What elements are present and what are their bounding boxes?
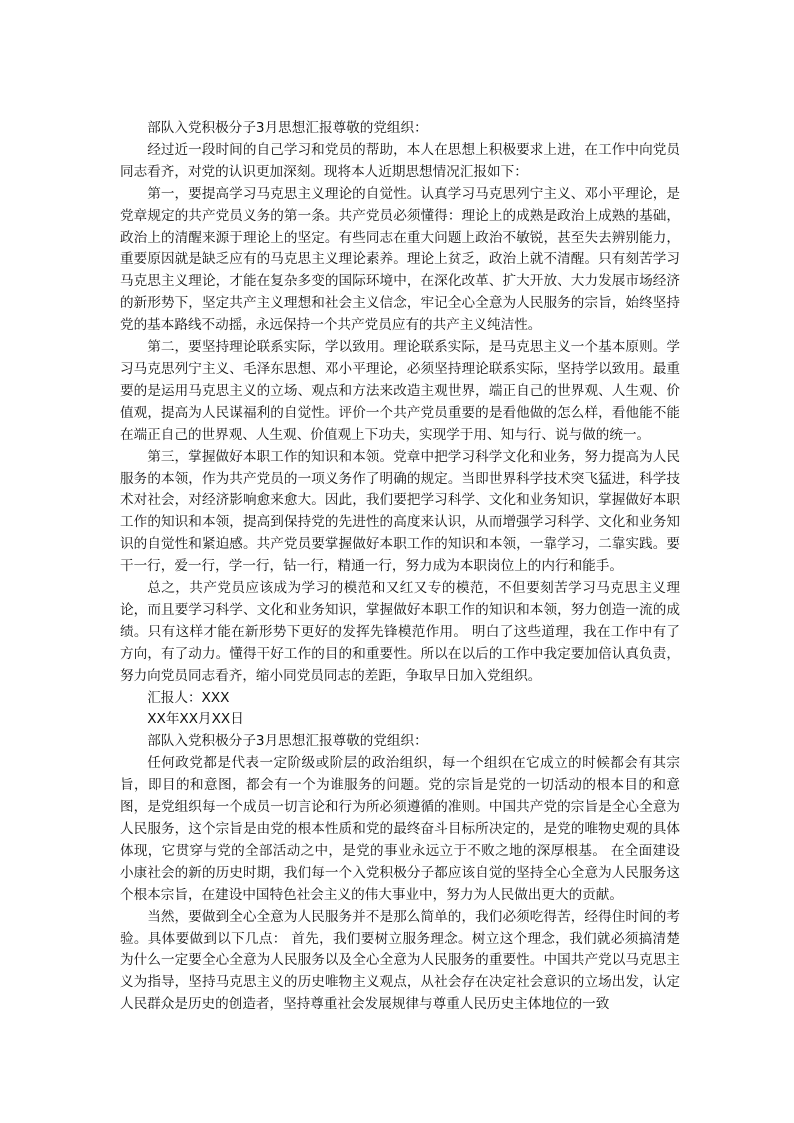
report2-salutation: 部队入党积极分子3月思想汇报尊敬的党组织： <box>147 733 428 750</box>
report1-salutation: 部队入党积极分子3月思想汇报尊敬的党组织： <box>147 120 428 136</box>
report2-paragraph-1: 任何政党都是代表一定阶级或阶层的政治组织，每一个组织在它成立的时候都会有其宗旨，即目的和意图，都会有一个为谁服务的问题。党的宗旨是党的一切活动的根本目的和意图，是党组织每一个成员一切言论和行为所必须遵循的准则。中国共产党的宗旨是全心全意为人民服务，这个宗旨是由党的根本性质和党的最终奋斗目标所决定的，是党的唯物史观的具体体现，它贯穿与党的全部活动之中，是党的事业永远立于不败之地的深厚根基。 在全面建设小康社会的新的历史时期，我们每一个入党积极分子都应该自觉的坚持全心全意为人民服务这个根本宗旨，在建设中国特色社会主义的伟大事业中，努力为人民做出更大的贡献。 <box>120 755 680 903</box>
document-body <box>120 118 680 1016</box>
report1-paragraph-1: 经过近一段时间的自己学习和党员的帮助，本人在思想上积极要求上进，在工作中向党员同志看齐，对党的认识更加深刻。现将本人近期思想情况汇报如下： <box>120 141 680 180</box>
report1-paragraph-3: 第二，要坚持理论联系实际，学以致用。理论联系实际，是马克思主义一个基本原则。学习马克思列宁主义、毛泽东思想、邓小平理论，必须坚持理论联系实际，坚持学以致用。最重要的是运用马克思主义的立场、观点和方法来改造主观世界，端正自己的世界观、人生观、价值观，提高为人民谋福利的自觉性。评价一个共产党员重要的是看他做的怎么样，看他能不能在端正自己的世界观、人生观、价值观上下功夫，实现学于用、知与行、说与做的统一。 <box>120 339 680 443</box>
report1-date: XX年XX月XX日 <box>147 711 244 728</box>
report1-reporter: 汇报人：XXX <box>147 689 230 706</box>
report1-paragraph-2: 第一，要提高学习马克思主义理论的自觉性。认真学习马克思列宁主义、邓小平理论，是党章规定的共产党员义务的第一条。共产党员必须懂得：理论上的成熟是政治上成熟的基础，政治上的清醒来源于理论上的坚定。有些同志在重大问题上政治不敏锐，甚至失去辨别能力，重要原因就是缺乏应有的马克思主义理论素养。理论上贫乏，政治上就不清醒。只有刻苦学习马克思主义理论，才能在复杂多变的国际环境中，在深化改革、扩大开放、大力发展市场经济的新形势下，坚定共产主义理想和社会主义信念，牢记全心全意为人民服务的宗旨，始终坚持党的基本路线不动摇，永远保持一个共产党员应有的共产主义纯洁性。 <box>120 185 680 334</box>
report1-paragraph-5: 总之，共产党员应该成为学习的模范和又红又专的模范，不但要刻苦学习马克思主义理论，而且要学习科学、文化和业务知识，掌握做好本职工作的知识和本领，努力创造一流的成绩。只有这样才能在新形势下更好的发挥先锋模范作用。 明白了这些道理，我在工作中有了方向，有了动力。懂得干好工作的目的和重要性。所以在以后的工作中我定要加倍认真负责，努力向党员同志看齐，缩小同党员同志的差距，争取早日加入党组织。 <box>120 580 680 684</box>
report1-paragraph-4: 第三，掌握做好本职工作的知识和本领。党章中把学习科学文化和业务，努力提高为人民服务的本领，作为共产党员的一项义务作了明确的规定。当即世界科学技术突飞猛进，科学技术对社会，对经济影响愈来愈大。因此，我们要把学习科学、文化和业务知识，掌握做好本职工作的知识和本领，提高到保持党的先进性的高度来认识，从而增强学习科学、文化和业务知识的自觉性和紧迫感。共产党员要掌握做好本职工作的知识和本领，一靠学习，二靠实践。要干一行，爱一行，学一行，钻一行，精通一行，努力成为本职岗位上的内行和能手。 <box>120 448 680 575</box>
report2-paragraph-2: 当然，要做到全心全意为人民服务并不是那么简单的，我们必须吃得苦，经得住时间的考验。具体要做到以下几点： 首先，我们要树立服务理念。树立这个理念，我们就必须搞清楚为什么一定要全心全意为人民服务以及全心全意为人民服务的重要性。中国共产党以马克思主义为指导，坚持马克思主义的历史唯物主义观点，从社会存在决定社会意识的立场出发，认定人民群众是历史的创造者，坚持尊重社会发展规律与尊重人民历史主体地位的一致 <box>120 908 680 1013</box>
